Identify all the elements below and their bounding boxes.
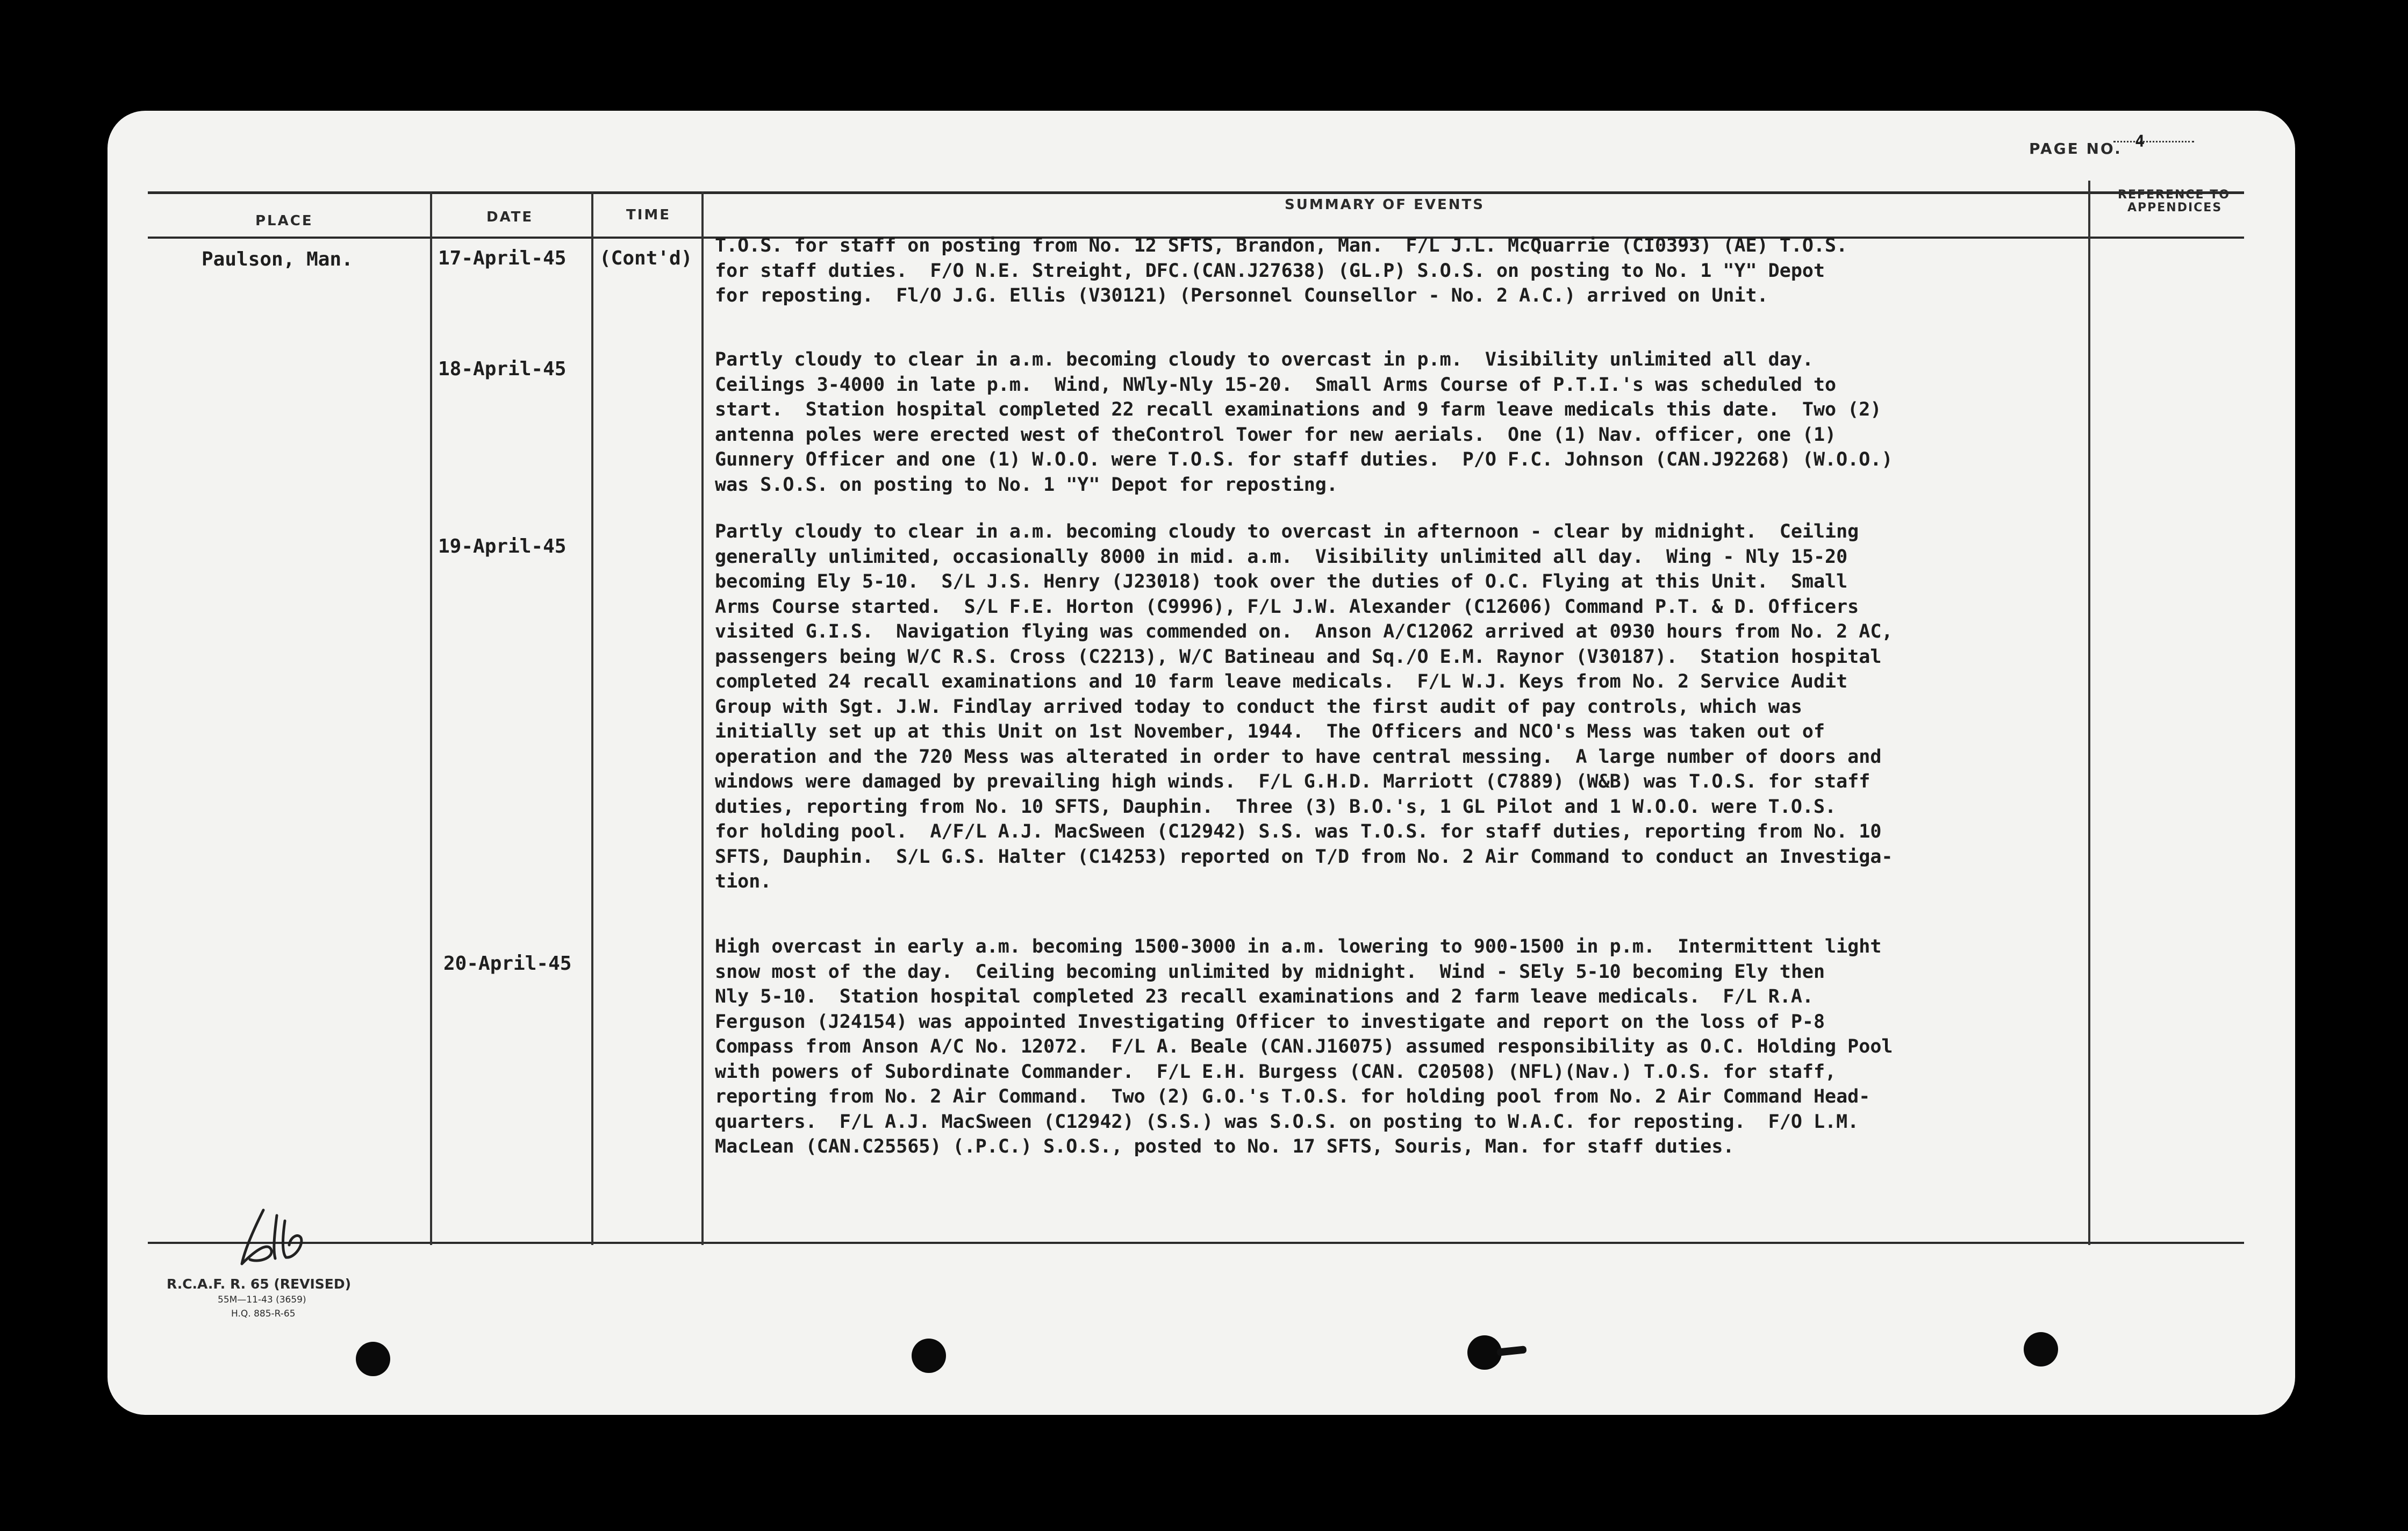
header-place: PLACE	[255, 213, 313, 229]
header-reference-line1: REFERENCE TO	[2118, 188, 2230, 202]
summary-line: High overcast in early a.m. becoming 1500-3000 in a.m. lowering to 900-1500 in p.m. Intermittent light	[715, 936, 1882, 957]
entry-summary-19-april	[715, 519, 2155, 895]
page-number: 4	[2135, 132, 2145, 151]
summary-line: Ferguson (J24154) was appointed Investigating Officer to investigate and report on the loss of P-8	[715, 1011, 1825, 1033]
summary-line: Gunnery Officer and one (1) W.O.O. were T.O.S. for staff duties. P/O F.C. Johnson (CAN.J92268) (W.O.O.)	[715, 449, 1893, 470]
summary-line: Partly cloudy to clear in a.m. becoming cloudy to overcast in p.m. Visibility unlimited all day.	[715, 349, 1814, 370]
summary-line: passengers being W/C R.S. Cross (C2213), W/C Batineau and Sq./O E.M. Raynor (V30187). Station hospital	[715, 646, 1882, 668]
handwritten-initials	[231, 1199, 355, 1275]
summary-line: MacLean (CAN.C25565) (.P.C.) S.O.S., posted to No. 17 SFTS, Souris, Man. for staff duties.	[715, 1136, 1735, 1157]
entry-summary-20-april	[715, 934, 2155, 1160]
summary-line: Ceilings 3-4000 in late p.m. Wind, NWly-Nly 15-20. Small Arms Course of P.T.I.'s was scheduled to	[715, 374, 1837, 396]
binder-hole-tear	[1496, 1346, 1526, 1356]
summary-line: initially set up at this Unit on 1st November, 1944. The Officers and NCO's Mess was taken out of	[715, 721, 1825, 742]
divider-place-date	[430, 191, 432, 1245]
summary-line: reporting from No. 2 Air Command. Two (2) G.O.'s T.O.S. for holding pool from No. 2 Air Command Head-	[715, 1086, 1870, 1107]
divider-time-summary	[701, 191, 704, 1245]
entry-date: 20-April-45	[443, 953, 572, 975]
summary-line: for reposting. Fl/O J.G. Ellis (V30121) (Personnel Counsellor - No. 2 A.C.) arrived on Unit.	[715, 285, 1768, 306]
header-time: TIME	[626, 207, 671, 223]
summary-line: start. Station hospital completed 22 recall examinations and 9 farm leave medicals this date. Two (2)	[715, 399, 1882, 420]
entry-date: 19-April-45	[438, 535, 567, 557]
summary-line: was S.O.S. on posting to No. 1 "Y" Depot for reposting.	[715, 474, 1338, 496]
summary-line: SFTS, Dauphin. S/L G.S. Halter (C14253) reported on T/D from No. 2 Air Command to conduct an Investiga-	[715, 846, 1893, 868]
summary-line: operation and the 720 Mess was alterated in order to have central messing. A large number of doors and	[715, 746, 1882, 768]
header-date: DATE	[486, 209, 534, 225]
summary-line: windows were damaged by prevailing high winds. F/L G.H.D. Marriott (C7889) (W&B) was T.O.S. for staff	[715, 771, 1870, 792]
summary-line: completed 24 recall examinations and 10 farm leave medicals. F/L W.J. Keys from No. 2 Service Audit	[715, 671, 1848, 692]
header-summary: SUMMARY OF EVENTS	[1285, 197, 1485, 213]
page-number-line	[2113, 141, 2194, 142]
summary-line: Partly cloudy to clear in a.m. becoming cloudy to overcast in afternoon - clear by midnight. Ceiling	[715, 521, 1859, 542]
summary-line: duties, reporting from No. 10 SFTS, Dauphin. Three (3) B.O.'s, 1 GL Pilot and 1 W.O.O. were T.O.S.	[715, 796, 1837, 818]
divider-date-time	[591, 191, 593, 1245]
entry-summary-17-april	[715, 233, 2155, 309]
summary-line: Group with Sgt. J.W. Findlay arrived today to conduct the first audit of pay controls, which was	[715, 696, 1802, 718]
header-top-rule	[148, 191, 2244, 194]
summary-line: with powers of Subordinate Commander. F/L E.H. Burgess (CAN. C20508) (NFL)(Nav.) T.O.S. for staff,	[715, 1061, 1837, 1083]
summary-line: for holding pool. A/F/L A.J. MacSween (C12942) S.S. was T.O.S. for staff duties, reporting from No. 10	[715, 821, 1882, 842]
place-value: Paulson, Man.	[202, 248, 353, 270]
form-print-line2: H.Q. 885-R-65	[231, 1308, 296, 1319]
entry-date: 17-April-45	[438, 247, 567, 269]
diary-sheet	[108, 111, 2295, 1415]
summary-line: snow most of the day. Ceiling becoming unlimited by midnight. Wind - SEly 5-10 becoming Ely then	[715, 961, 1825, 983]
summary-line: generally unlimited, occasionally 8000 in mid. a.m. Visibility unlimited all day. Wing - Nly 15-20	[715, 546, 1848, 568]
entry-date: 18-April-45	[438, 358, 567, 380]
summary-line: Arms Course started. S/L F.E. Horton (C9996), F/L J.W. Alexander (C12606) Command P.T. & D. Officers	[715, 596, 1859, 618]
form-print-line1: 55M—11-43 (3659)	[218, 1294, 306, 1305]
summary-line: visited G.I.S. Navigation flying was commended on. Anson A/C12062 arrived at 0930 hours from No. 2 AC,	[715, 621, 1893, 642]
binder-hole	[2024, 1332, 2058, 1367]
binder-hole	[912, 1339, 946, 1373]
summary-line: Nly 5-10. Station hospital completed 23 recall examinations and 2 farm leave medicals. F/L R.A.	[715, 986, 1814, 1007]
bottom-rule	[148, 1242, 2244, 1244]
page-number-label: PAGE NO.	[2029, 140, 2122, 158]
binder-hole	[356, 1342, 390, 1376]
header-reference-line2: APPENDICES	[2127, 201, 2223, 214]
entry-summary-18-april	[715, 347, 2155, 497]
summary-line: quarters. F/L A.J. MacSween (C12942) (S.S.) was S.O.S. on posting to W.A.C. for reposting. F/O L.M.	[715, 1111, 1859, 1133]
summary-line: antenna poles were erected west of theControl Tower for new aerials. One (1) Nav. officer, one (1)	[715, 424, 1837, 446]
form-number: R.C.A.F. R. 65 (REVISED)	[167, 1276, 352, 1292]
entry-time: (Cont'd)	[599, 247, 693, 269]
summary-line: for staff duties. F/O N.E. Streight, DFC.(CAN.J27638) (GL.P) S.O.S. on posting to No. 1 "Y" Depot	[715, 260, 1825, 282]
summary-line: T.O.S. for staff on posting from No. 12 SFTS, Brandon, Man. F/L J.L. McQuarrie (CI0393) (AE) T.O.S.	[715, 235, 1848, 256]
summary-line: tion.	[715, 871, 772, 892]
summary-line: Compass from Anson A/C No. 12072. F/L A. Beale (CAN.J16075) assumed responsibility as O.C. Holding Pool	[715, 1036, 1893, 1057]
summary-line: becoming Ely 5-10. S/L J.S. Henry (J23018) took over the duties of O.C. Flying at this Unit. Small	[715, 571, 1848, 592]
